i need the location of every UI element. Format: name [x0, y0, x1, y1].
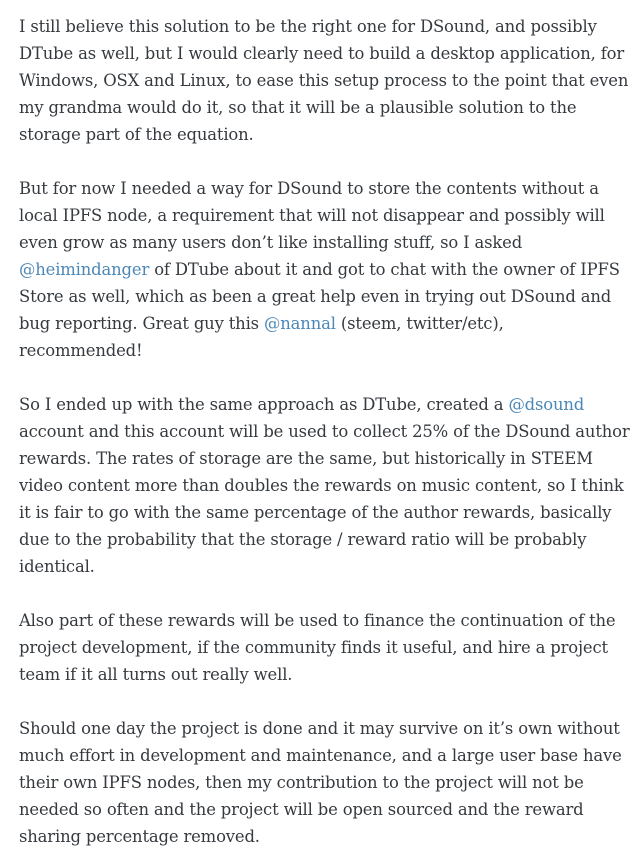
paragraph-desktop-app [19, 13, 631, 148]
paragraph-text: Also part of these rewards will be used to finance the continuation of the project development, if the community finds it useful, and hire a project team if it all turns out really well. [19, 611, 616, 684]
paragraph-text: of DTube about it and got to chat with the owner of IPFS Store as well, which as been a great help even in trying out DSound and bug reporting. Great guy this [19, 260, 620, 333]
paragraph-rewards [19, 607, 631, 688]
mention-link-nannal[interactable]: @nannal [264, 314, 336, 333]
article-body [19, 13, 631, 850]
paragraph-storage [19, 175, 631, 364]
paragraph-text: (steem, twitter/etc), recommended! [19, 314, 504, 360]
paragraph-text: So I ended up with the same approach as DTube, created a [19, 395, 509, 414]
paragraph-text: I still believe this solution to be the right one for DSound, and possibly DTube as well, but I would clearly need to build a desktop application, for Windows, OSX and Linux, to ease this setup process to the point that even my grandma would do it, so that it will be a plausible solution to the storage part of the equation. [19, 17, 629, 144]
mention-link-heimindanger[interactable]: @heimindanger [19, 260, 150, 279]
paragraph-text: account and this account will be used to collect 25% of the DSound author rewards. The rates of storage are the same, but historically in STEEM video content more than doubles the rewards on music content, so I think it is fair to go with the same percentage of the author rewards, basically due to the probability that the storage / reward ratio will be probably identical. [19, 422, 630, 576]
paragraph-text: Should one day the project is done and it may survive on it’s own without much effort in development and maintenance, and a large user base have their own IPFS nodes, then my contribution to the project will not be needed so often and the project will be open sourced and the reward sharing percentage removed. [19, 719, 622, 846]
paragraph-open-source [19, 715, 631, 850]
paragraph-dsound-account [19, 391, 631, 580]
paragraph-text: But for now I needed a way for DSound to store the contents without a local IPFS node, a requirement that will not disappear and possibly will even grow as many users don’t like installing stuff, so I asked [19, 179, 605, 252]
mention-link-dsound[interactable]: @dsound [508, 395, 585, 414]
